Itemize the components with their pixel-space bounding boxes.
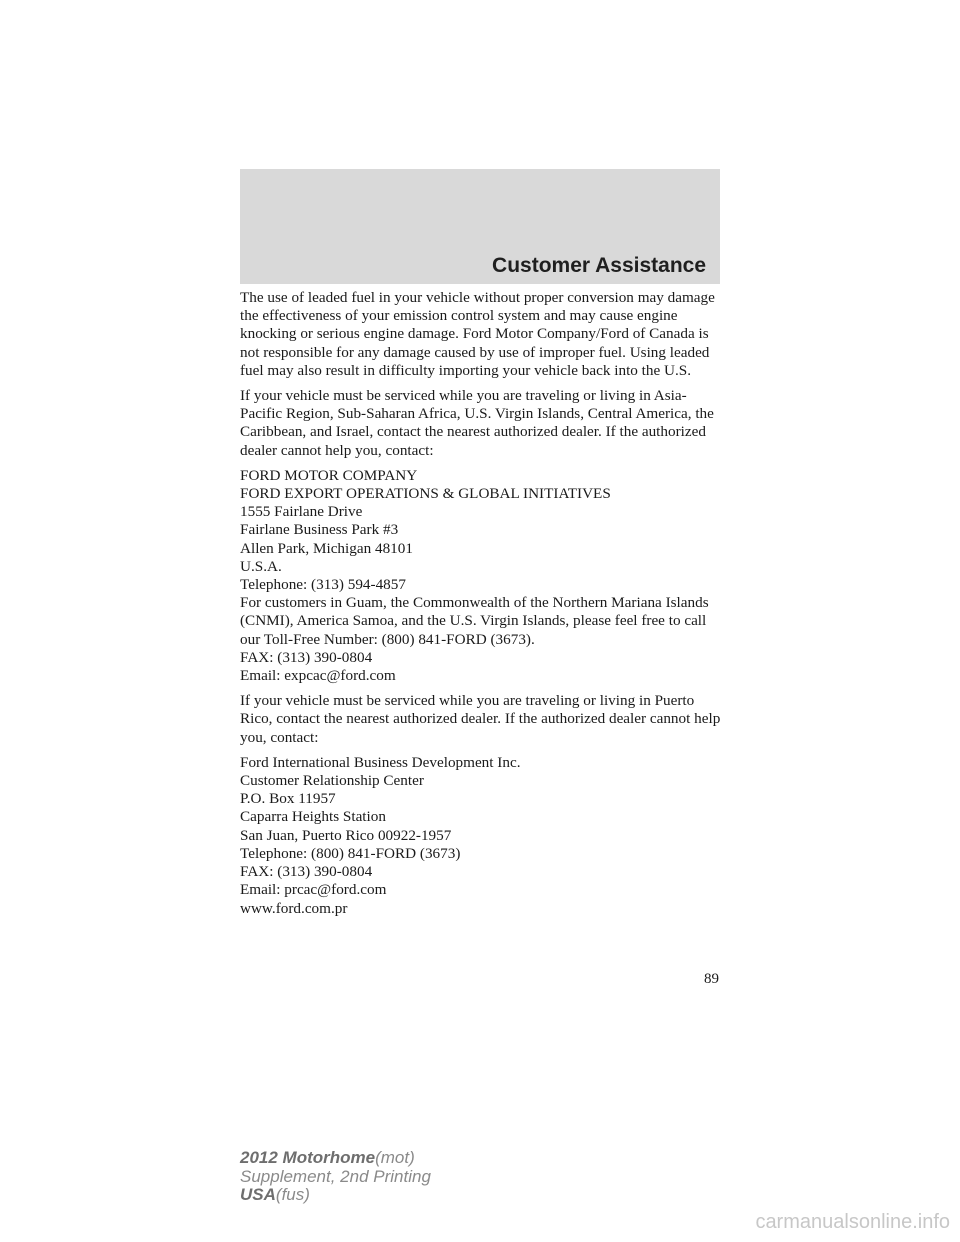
- pr-station: Caparra Heights Station: [240, 808, 386, 826]
- export-telephone: Telephone: (313) 594-4857: [240, 576, 406, 594]
- pr-email: Email: prcac@ford.com: [240, 881, 387, 899]
- export-guam-note: For customers in Guam, the Commonwealth of the Northern Mariana Islands (CNMI), America Samoa, and the U.S. Virgin Islands, please feel free to call our Toll-Free Number: (800) 841-FORD (3673).: [240, 594, 709, 648]
- page-number: 89: [704, 971, 719, 987]
- pr-website: www.ford.com.pr: [240, 899, 348, 917]
- footer-market-code: (fus): [275, 1185, 310, 1204]
- export-contact-block: [240, 467, 726, 685]
- footer-model: 2012 Motorhome: [240, 1148, 376, 1167]
- export-fax: FAX: (313) 390-0804: [240, 648, 373, 666]
- footer-line-3: [240, 1186, 431, 1205]
- export-company-name: FORD MOTOR COMPANY: [240, 466, 418, 484]
- watermark: carmanualsonline.info: [755, 1211, 950, 1233]
- document-footer: [240, 1149, 431, 1205]
- section-title: Customer Assistance: [492, 254, 706, 277]
- export-business-park: Fairlane Business Park #3: [240, 521, 399, 539]
- section-header-band: [240, 169, 720, 284]
- footer-line-2: Supplement, 2nd Printing: [240, 1166, 431, 1186]
- export-email: Email: expcac@ford.com: [240, 667, 396, 685]
- pr-city: San Juan, Puerto Rico 00922-1957: [240, 826, 452, 844]
- footer-model-code: (mot): [375, 1148, 415, 1167]
- page-content: [240, 289, 726, 925]
- pr-po-box: P.O. Box 11957: [240, 790, 336, 808]
- paragraph-puerto-rico: If your vehicle must be serviced while you are traveling or living in Puerto Rico, contact the nearest authorized dealer. If the authorized dealer cannot help you, contact:: [240, 692, 721, 746]
- footer-market: USA: [240, 1185, 276, 1204]
- pr-company-name: Ford International Business Development Inc.: [240, 753, 521, 771]
- footer-line-1: [240, 1149, 431, 1168]
- export-division: FORD EXPORT OPERATIONS & GLOBAL INITIATIVES: [240, 485, 611, 503]
- pr-center: Customer Relationship Center: [240, 772, 424, 790]
- paragraph-overseas-service: If your vehicle must be serviced while you are traveling or living in Asia-Pacific Region, Sub-Saharan Africa, U.S. Virgin Islands, Central America, the Caribbean, and Israel, contact the nearest authorized dealer. If the authorized dealer cannot help you, contact:: [240, 387, 714, 459]
- paragraph-leaded-fuel: The use of leaded fuel in your vehicle without proper conversion may damage the effectiveness of your emission control system and may cause engine knocking or serious engine damage. Ford Motor Company/Ford of Canada is not responsible for any damage caused by use of improper fuel. Using leaded fuel may also result in difficulty importing your vehicle back into the U.S.: [240, 289, 715, 379]
- pr-fax: FAX: (313) 390-0804: [240, 863, 373, 881]
- export-street: 1555 Fairlane Drive: [240, 503, 363, 521]
- export-city: Allen Park, Michigan 48101: [240, 539, 413, 557]
- pr-contact-block: [240, 754, 726, 918]
- pr-telephone: Telephone: (800) 841-FORD (3673): [240, 844, 461, 862]
- export-country: U.S.A.: [240, 557, 282, 575]
